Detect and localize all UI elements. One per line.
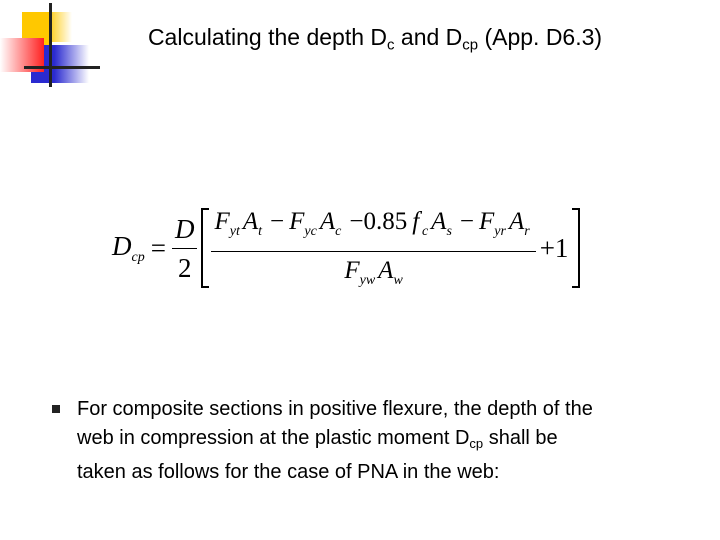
formula-operator: −	[270, 207, 285, 235]
formula-term: $A_r$	[508, 207, 530, 239]
right-bracket	[572, 208, 580, 288]
denominator: $F_{yw}$ $A_w$	[344, 256, 403, 288]
formula-term: $F_{yt}$	[214, 207, 240, 239]
formula-main-fraction	[211, 198, 535, 297]
formula-half: $\frac{D}{2}$	[172, 212, 198, 285]
formula-plus-one: +1	[539, 232, 569, 263]
formula-lhs: $D_{cp}$	[112, 230, 145, 265]
left-bracket	[201, 208, 209, 288]
formula-operator: −0.85	[349, 207, 408, 235]
bullet-icon	[52, 405, 60, 413]
slide-title: Calculating the depth $D_c$ and $D_{cp}$ (App. D6.3)	[147, 24, 603, 54]
formula-term: $A_s$	[431, 207, 452, 239]
numerator	[211, 198, 535, 251]
formula-term: $F_{yc}$	[289, 207, 317, 239]
formula-term: $f'_c$	[412, 207, 429, 239]
formula-term: $F_{yr}$	[479, 207, 506, 239]
formula	[112, 206, 580, 290]
formula-term: $A_t$	[242, 207, 263, 239]
bullet-text: For composite sections in positive flexure, the depth of the web in compression at the plastic moment $D_{cp}$ shall be taken as follows for the case of PNA in the web:	[77, 398, 593, 483]
formula-operator: −	[459, 207, 474, 235]
formula-term: $A_c$	[319, 207, 342, 239]
formula-equals: =	[150, 232, 166, 263]
